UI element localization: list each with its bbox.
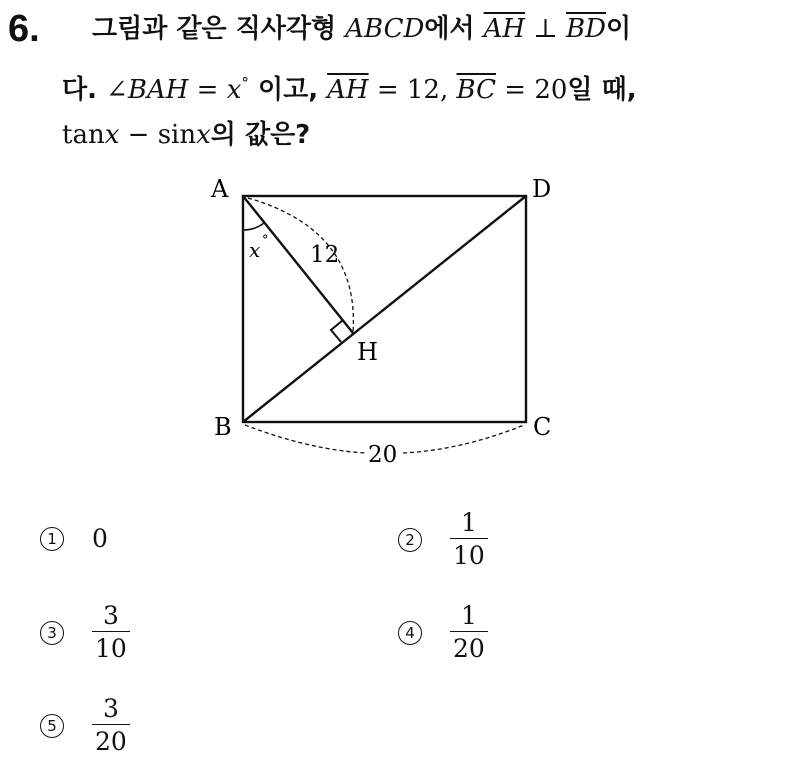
- numerator: 1: [460, 601, 477, 630]
- choice-number-icon: 4: [398, 621, 422, 645]
- numerator: 3: [102, 694, 119, 723]
- segment-bd: $\overline{BD}$: [566, 14, 606, 44]
- choice-number-icon: 3: [40, 621, 64, 645]
- length-label-ah: 12: [310, 242, 340, 268]
- question-line-1: [92, 12, 631, 46]
- segment-bc: $\overline{BC}$: [456, 75, 496, 105]
- point-label-h: H: [357, 338, 378, 366]
- question-text: 에서: [424, 14, 484, 44]
- angle-symbol: ∠: [106, 75, 128, 105]
- equals: =: [188, 75, 227, 105]
- degree-symbol: °: [241, 74, 249, 92]
- rectangle-name: ABCD: [345, 14, 425, 44]
- segment-ah: $\overline{AH}$: [327, 75, 369, 105]
- fraction: [92, 601, 130, 664]
- choice-number-icon: 5: [40, 714, 64, 738]
- right-angle-mark: [331, 320, 343, 342]
- choice-2[interactable]: [398, 508, 488, 571]
- numerator: 1: [460, 508, 477, 537]
- question-text: 이: [606, 14, 632, 44]
- denominator: 10: [92, 631, 130, 664]
- fraction: [450, 508, 488, 571]
- denominator: 20: [92, 724, 130, 757]
- denominator: 10: [450, 538, 488, 571]
- choice-3[interactable]: [40, 601, 130, 664]
- choice-value: 0: [92, 524, 108, 553]
- variable-x: x: [104, 120, 120, 150]
- angle-arc: [243, 223, 264, 230]
- question-text: 이고,: [248, 75, 328, 105]
- ah-value: = 12,: [368, 75, 457, 105]
- question-text: 그림과 같은 직사각형: [92, 14, 346, 44]
- numerator: 3: [102, 601, 119, 630]
- bc-dimension-arc-left: [245, 425, 366, 453]
- denominator: 20: [450, 631, 488, 664]
- question-text: 일 때,: [567, 75, 637, 105]
- fraction: [450, 601, 488, 664]
- choice-4[interactable]: [398, 601, 488, 664]
- question-line-3: [62, 118, 310, 152]
- sin-function: sin: [157, 120, 197, 150]
- vertex-label-c: C: [533, 413, 552, 441]
- choice-number-icon: 2: [398, 528, 422, 552]
- length-label-bc: 20: [368, 442, 398, 468]
- rectangle-figure: [200, 170, 580, 470]
- segment-ah: $\overline{AH}$: [483, 14, 526, 44]
- minus-sign: −: [119, 120, 158, 150]
- fraction: [92, 694, 130, 757]
- bc-value: = 20: [496, 75, 568, 105]
- diagonal-bd: [243, 196, 526, 422]
- angle-degree-mark: °: [262, 233, 269, 248]
- variable-x: x: [196, 120, 211, 150]
- bc-dimension-arc-right: [403, 425, 524, 453]
- question-line-2: [62, 66, 637, 107]
- variable-x: x: [226, 75, 242, 105]
- perpendicular-symbol: ⊥: [525, 14, 567, 44]
- choice-number-icon: 1: [40, 527, 64, 551]
- angle-name: BAH: [127, 75, 189, 105]
- vertex-label-b: B: [214, 413, 232, 441]
- question-text: 의 값은?: [210, 120, 311, 150]
- vertex-label-d: D: [532, 175, 552, 203]
- question-text: 다.: [62, 75, 107, 105]
- angle-label-x: x: [249, 238, 261, 262]
- choice-5[interactable]: [40, 694, 130, 757]
- choice-1[interactable]: [40, 524, 108, 553]
- tan-function: tan: [62, 120, 105, 150]
- question-number: 6.: [8, 8, 40, 50]
- vertex-label-a: A: [211, 175, 229, 203]
